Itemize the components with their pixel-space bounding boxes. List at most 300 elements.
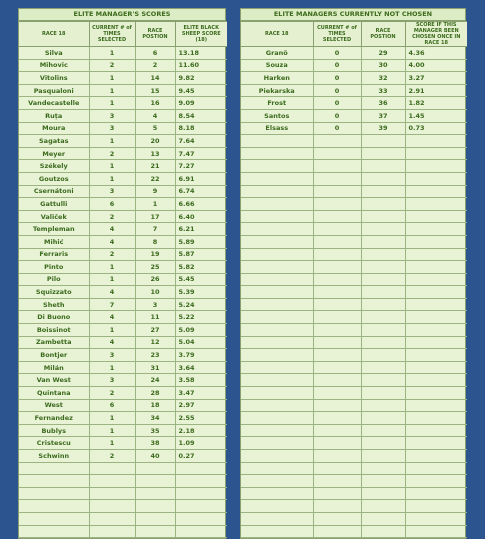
manager-name-cell: Silva [19, 47, 89, 60]
score-cell: 5.39 [175, 286, 227, 299]
times-selected-cell [313, 261, 361, 274]
score-cell [405, 160, 467, 173]
race-position-cell: 39 [361, 122, 405, 135]
manager-name-cell [241, 512, 313, 525]
times-selected-cell: 4 [89, 235, 135, 248]
score-cell: 4.00 [405, 59, 467, 72]
race-position-cell [135, 462, 175, 475]
times-selected-cell [313, 387, 361, 400]
race-position-cell [361, 286, 405, 299]
race-position-cell [361, 525, 405, 538]
times-selected-cell [313, 500, 361, 513]
manager-name-cell [241, 172, 313, 185]
times-selected-cell [313, 185, 361, 198]
score-cell [405, 261, 467, 274]
manager-name-cell: Ruța [19, 109, 89, 122]
table-row [241, 185, 467, 198]
score-cell [405, 512, 467, 525]
race-position-cell [135, 475, 175, 488]
column-header: RACE 18 [241, 22, 313, 47]
times-selected-cell [313, 147, 361, 160]
manager-name-cell [241, 273, 313, 286]
table-row [19, 135, 227, 148]
score-cell [175, 462, 227, 475]
times-selected-cell [313, 336, 361, 349]
manager-name-cell: Di Buono [19, 311, 89, 324]
manager-name-cell [241, 324, 313, 337]
race-position-cell [361, 261, 405, 274]
score-cell [175, 512, 227, 525]
times-selected-cell [313, 210, 361, 223]
manager-name-cell [241, 487, 313, 500]
manager-name-cell: Székely [19, 160, 89, 173]
score-cell: 5.89 [175, 235, 227, 248]
times-selected-cell: 1 [89, 361, 135, 374]
manager-name-cell: Bontjer [19, 349, 89, 362]
score-cell [175, 525, 227, 538]
score-cell [405, 223, 467, 236]
table-row [19, 273, 227, 286]
table-row [19, 59, 227, 72]
race-position-cell [361, 487, 405, 500]
table-row [241, 525, 467, 538]
manager-name-cell [19, 487, 89, 500]
manager-name-cell: Harken [241, 72, 313, 85]
table-row [241, 135, 467, 148]
manager-name-cell [241, 450, 313, 463]
table-row [241, 462, 467, 475]
not-chosen-panel [240, 8, 466, 539]
header-row [19, 22, 227, 47]
table-row [241, 160, 467, 173]
score-cell: 5.45 [175, 273, 227, 286]
table-row [241, 399, 467, 412]
table-row [241, 223, 467, 236]
table-row [241, 235, 467, 248]
race-position-cell: 21 [135, 160, 175, 173]
times-selected-cell: 4 [89, 311, 135, 324]
race-position-cell: 34 [135, 412, 175, 425]
times-selected-cell: 3 [89, 374, 135, 387]
score-cell [405, 324, 467, 337]
column-header: RACE 18 [19, 22, 89, 47]
race-position-cell [135, 525, 175, 538]
table-row [19, 336, 227, 349]
manager-name-cell: Sagatas [19, 135, 89, 148]
race-position-cell: 26 [135, 273, 175, 286]
table-row [19, 475, 227, 488]
score-cell: 5.82 [175, 261, 227, 274]
table-row [19, 437, 227, 450]
table-row [19, 487, 227, 500]
times-selected-cell [313, 324, 361, 337]
times-selected-cell: 1 [89, 412, 135, 425]
race-position-cell [361, 147, 405, 160]
table-row [241, 198, 467, 211]
times-selected-cell: 7 [89, 298, 135, 311]
table-row [241, 475, 467, 488]
race-position-cell [361, 500, 405, 513]
table-row [241, 261, 467, 274]
table-row [19, 374, 227, 387]
times-selected-cell: 2 [89, 59, 135, 72]
times-selected-cell [313, 424, 361, 437]
table-row [19, 500, 227, 513]
times-selected-cell: 0 [313, 47, 361, 60]
table-row [19, 84, 227, 97]
race-position-cell [361, 198, 405, 211]
score-cell: 6.66 [175, 198, 227, 211]
table-row [19, 172, 227, 185]
times-selected-cell: 1 [89, 172, 135, 185]
times-selected-cell: 1 [89, 84, 135, 97]
race-position-cell [361, 475, 405, 488]
manager-name-cell: Pinto [19, 261, 89, 274]
score-cell: 7.27 [175, 160, 227, 173]
score-cell [405, 462, 467, 475]
score-cell: 9.45 [175, 84, 227, 97]
score-cell [405, 437, 467, 450]
table-row [241, 47, 467, 60]
table-row [241, 324, 467, 337]
times-selected-cell [313, 311, 361, 324]
score-cell: 2.97 [175, 399, 227, 412]
score-cell: 6.21 [175, 223, 227, 236]
times-selected-cell [313, 475, 361, 488]
race-position-cell: 27 [135, 324, 175, 337]
score-cell: 3.64 [175, 361, 227, 374]
times-selected-cell: 1 [89, 72, 135, 85]
times-selected-cell: 2 [89, 248, 135, 261]
manager-name-cell: Pasqualoni [19, 84, 89, 97]
manager-name-cell [241, 336, 313, 349]
race-position-cell: 17 [135, 210, 175, 223]
manager-name-cell [241, 198, 313, 211]
race-position-cell: 11 [135, 311, 175, 324]
manager-name-cell [241, 525, 313, 538]
race-position-cell: 12 [135, 336, 175, 349]
score-cell: 8.54 [175, 109, 227, 122]
times-selected-cell [313, 160, 361, 173]
table-row [241, 311, 467, 324]
elite-scores-table [19, 21, 227, 538]
score-cell [405, 248, 467, 261]
manager-name-cell: Zambetta [19, 336, 89, 349]
manager-name-cell: Mihovic [19, 59, 89, 72]
race-position-cell: 40 [135, 450, 175, 463]
race-position-cell: 32 [361, 72, 405, 85]
race-position-cell: 31 [135, 361, 175, 374]
race-position-cell [361, 248, 405, 261]
table-row [19, 97, 227, 110]
times-selected-cell [313, 374, 361, 387]
manager-name-cell: Mihić [19, 235, 89, 248]
score-cell: 5.87 [175, 248, 227, 261]
race-position-cell: 13 [135, 147, 175, 160]
race-position-cell [361, 399, 405, 412]
race-position-cell: 3 [135, 298, 175, 311]
score-cell: 5.22 [175, 311, 227, 324]
times-selected-cell: 6 [89, 198, 135, 211]
manager-name-cell: Van West [19, 374, 89, 387]
race-position-cell [361, 462, 405, 475]
score-cell: 13.18 [175, 47, 227, 60]
race-position-cell: 14 [135, 72, 175, 85]
race-position-cell: 37 [361, 109, 405, 122]
score-cell [405, 235, 467, 248]
table-row [19, 450, 227, 463]
times-selected-cell [313, 512, 361, 525]
manager-name-cell [19, 475, 89, 488]
manager-name-cell [241, 475, 313, 488]
manager-name-cell: Sheth [19, 298, 89, 311]
times-selected-cell: 3 [89, 185, 135, 198]
manager-name-cell [241, 412, 313, 425]
race-position-cell [361, 361, 405, 374]
manager-name-cell [241, 185, 313, 198]
table-row [19, 122, 227, 135]
race-position-cell [361, 223, 405, 236]
times-selected-cell [89, 462, 135, 475]
table-row [19, 462, 227, 475]
times-selected-cell [89, 475, 135, 488]
column-header: RACE POSTION [361, 22, 405, 47]
score-cell: 3.47 [175, 387, 227, 400]
manager-name-cell: West [19, 399, 89, 412]
manager-name-cell: Ferraris [19, 248, 89, 261]
times-selected-cell: 4 [89, 336, 135, 349]
race-position-cell: 20 [135, 135, 175, 148]
score-cell [405, 135, 467, 148]
manager-name-cell [241, 135, 313, 148]
header-row [241, 22, 467, 47]
race-position-cell [361, 298, 405, 311]
times-selected-cell [313, 462, 361, 475]
column-header: CURRENT # of TIMES SELECTED [89, 22, 135, 47]
table-row [19, 512, 227, 525]
score-cell: 8.18 [175, 122, 227, 135]
times-selected-cell: 6 [89, 399, 135, 412]
table-body [19, 47, 227, 538]
score-cell: 5.04 [175, 336, 227, 349]
manager-name-cell: Elsass [241, 122, 313, 135]
race-position-cell [361, 324, 405, 337]
score-cell [175, 475, 227, 488]
times-selected-cell: 1 [89, 424, 135, 437]
race-position-cell [361, 424, 405, 437]
score-cell [405, 387, 467, 400]
score-cell: 2.18 [175, 424, 227, 437]
table-row [241, 84, 467, 97]
elite-scores-panel [18, 8, 226, 539]
times-selected-cell: 1 [89, 160, 135, 173]
race-position-cell [361, 412, 405, 425]
table-row [19, 412, 227, 425]
race-position-cell: 6 [135, 47, 175, 60]
manager-name-cell: Templeman [19, 223, 89, 236]
times-selected-cell: 0 [313, 122, 361, 135]
race-position-cell: 23 [135, 349, 175, 362]
score-cell [405, 412, 467, 425]
not-chosen-table [241, 21, 467, 538]
score-cell [405, 399, 467, 412]
table-row [19, 261, 227, 274]
score-cell: 0.27 [175, 450, 227, 463]
race-position-cell: 8 [135, 235, 175, 248]
table-row [241, 122, 467, 135]
race-position-cell: 35 [135, 424, 175, 437]
manager-name-cell [241, 160, 313, 173]
race-position-cell [361, 336, 405, 349]
manager-name-cell: Piekarska [241, 84, 313, 97]
race-position-cell: 30 [361, 59, 405, 72]
table-row [241, 387, 467, 400]
score-cell: 7.64 [175, 135, 227, 148]
manager-name-cell: Goutzos [19, 172, 89, 185]
table-row [19, 147, 227, 160]
race-position-cell: 7 [135, 223, 175, 236]
race-position-cell: 22 [135, 172, 175, 185]
race-position-cell [361, 172, 405, 185]
manager-name-cell [241, 361, 313, 374]
manager-name-cell: Vandecastelle [19, 97, 89, 110]
table-row [241, 97, 467, 110]
times-selected-cell: 2 [89, 147, 135, 160]
table-row [19, 399, 227, 412]
race-position-cell: 24 [135, 374, 175, 387]
manager-name-cell: Gattulli [19, 198, 89, 211]
manager-name-cell: Frost [241, 97, 313, 110]
score-cell [405, 487, 467, 500]
race-position-cell: 9 [135, 185, 175, 198]
manager-name-cell: Cristescu [19, 437, 89, 450]
times-selected-cell: 0 [313, 109, 361, 122]
manager-name-cell [241, 374, 313, 387]
manager-name-cell [19, 525, 89, 538]
score-cell: 2.91 [405, 84, 467, 97]
manager-name-cell [241, 349, 313, 362]
manager-name-cell [241, 500, 313, 513]
manager-name-cell [241, 235, 313, 248]
score-cell: 5.09 [175, 324, 227, 337]
manager-name-cell: Boissinot [19, 324, 89, 337]
manager-name-cell [241, 147, 313, 160]
table-row [19, 311, 227, 324]
manager-name-cell [241, 223, 313, 236]
table-row [241, 59, 467, 72]
times-selected-cell [313, 487, 361, 500]
manager-name-cell: Vitolins [19, 72, 89, 85]
manager-name-cell [241, 298, 313, 311]
times-selected-cell: 1 [89, 47, 135, 60]
panel-title: ELITE MANAGERS CURRENTLY NOT CHOSEN [241, 9, 465, 21]
times-selected-cell: 4 [89, 223, 135, 236]
manager-name-cell [241, 437, 313, 450]
score-cell: 9.82 [175, 72, 227, 85]
times-selected-cell: 3 [89, 109, 135, 122]
table-row [19, 525, 227, 538]
race-position-cell: 25 [135, 261, 175, 274]
race-position-cell: 15 [135, 84, 175, 97]
manager-name-cell: Moura [19, 122, 89, 135]
race-position-cell: 33 [361, 84, 405, 97]
manager-name-cell: Souza [241, 59, 313, 72]
score-cell: 9.09 [175, 97, 227, 110]
table-row [241, 512, 467, 525]
times-selected-cell: 0 [313, 84, 361, 97]
times-selected-cell [313, 298, 361, 311]
times-selected-cell [313, 135, 361, 148]
score-cell [405, 349, 467, 362]
table-row [241, 210, 467, 223]
times-selected-cell [313, 273, 361, 286]
manager-name-cell: Csernátoni [19, 185, 89, 198]
times-selected-cell: 3 [89, 122, 135, 135]
score-cell [405, 424, 467, 437]
table-row [19, 198, 227, 211]
score-cell: 1.09 [175, 437, 227, 450]
race-position-cell [361, 135, 405, 148]
times-selected-cell: 4 [89, 286, 135, 299]
table-row [19, 248, 227, 261]
column-header: CURRENT # of TIMES SELECTED [313, 22, 361, 47]
times-selected-cell: 1 [89, 273, 135, 286]
manager-name-cell: Schwinn [19, 450, 89, 463]
score-cell [405, 311, 467, 324]
times-selected-cell [313, 286, 361, 299]
score-cell: 3.58 [175, 374, 227, 387]
manager-name-cell: Milán [19, 361, 89, 374]
times-selected-cell [89, 500, 135, 513]
race-position-cell: 38 [135, 437, 175, 450]
table-row [19, 324, 227, 337]
manager-name-cell [241, 248, 313, 261]
score-cell [405, 450, 467, 463]
manager-name-cell [241, 311, 313, 324]
table-row [241, 500, 467, 513]
race-position-cell [361, 210, 405, 223]
race-position-cell: 5 [135, 122, 175, 135]
manager-name-cell [19, 512, 89, 525]
table-row [241, 172, 467, 185]
times-selected-cell [313, 361, 361, 374]
column-header: RACE POSTION [135, 22, 175, 47]
manager-name-cell: Quintana [19, 387, 89, 400]
table-row [19, 210, 227, 223]
times-selected-cell: 1 [89, 324, 135, 337]
score-cell [405, 210, 467, 223]
table-row [241, 412, 467, 425]
manager-name-cell [19, 500, 89, 513]
table-row [241, 72, 467, 85]
race-position-cell [361, 512, 405, 525]
times-selected-cell [313, 223, 361, 236]
score-cell [405, 500, 467, 513]
score-cell: 6.74 [175, 185, 227, 198]
manager-name-cell [241, 261, 313, 274]
times-selected-cell [313, 349, 361, 362]
manager-name-cell: Bublys [19, 424, 89, 437]
score-cell: 11.60 [175, 59, 227, 72]
times-selected-cell [313, 525, 361, 538]
race-position-cell [361, 374, 405, 387]
manager-name-cell: Fernandez [19, 412, 89, 425]
times-selected-cell [313, 248, 361, 261]
table-row [19, 298, 227, 311]
score-cell [405, 185, 467, 198]
manager-name-cell: Meyer [19, 147, 89, 160]
race-position-cell: 2 [135, 59, 175, 72]
